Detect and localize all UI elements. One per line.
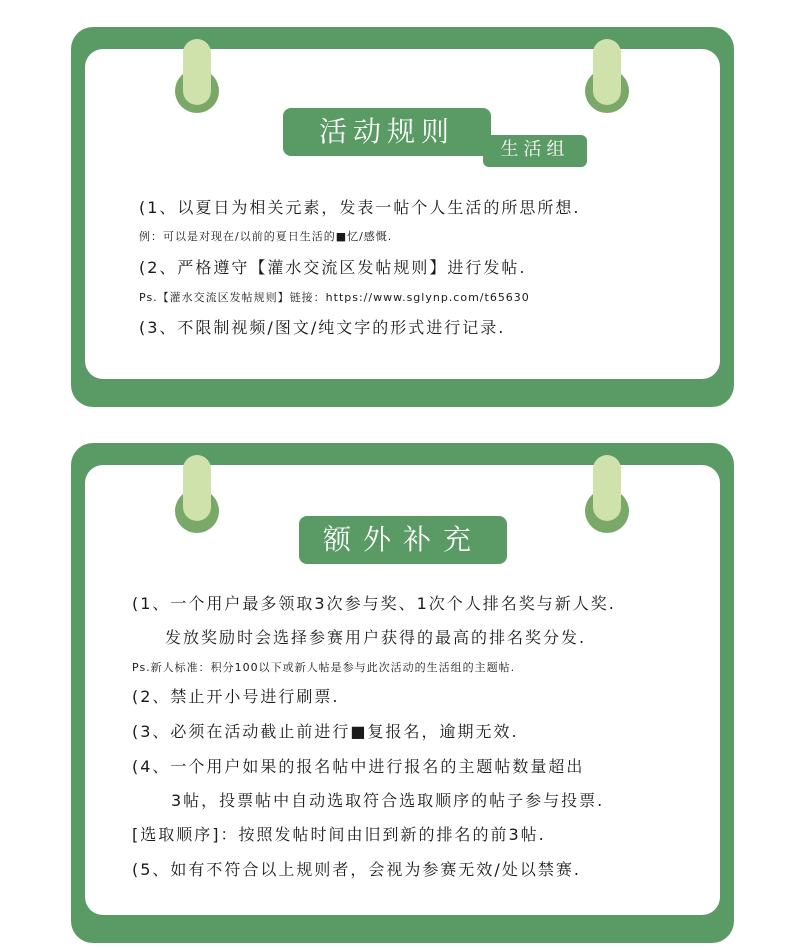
rules-line-1: (1、以夏日为相关元素，发表一帖个人生活的所思所想.	[139, 198, 581, 217]
supplement-order-note: [选取顺序]：按照发帖时间由旧到新的排名的前3帖.	[132, 825, 546, 844]
binder-peg-icon	[593, 39, 621, 105]
supplement-title: 额外补充	[299, 516, 507, 564]
supplement-line-4: (4、一个用户如果的报名帖中进行报名的主题帖数量超出	[132, 757, 585, 776]
supplement-line-1b: 发放奖励时会选择参赛用户获得的最高的排名奖分发.	[165, 628, 587, 647]
rules-card-body	[85, 49, 720, 379]
binder-peg-icon	[183, 455, 211, 521]
supplement-newbie-note: Ps.新人标准：积分100以下或新人帖是参与此次活动的生活组的主题帖.	[132, 661, 516, 674]
binder-peg-icon	[183, 39, 211, 105]
supplement-line-1: (1、一个用户最多领取3次参与奖、1次个人排名奖与新人奖.	[132, 594, 616, 613]
rules-link-line[interactable]: Ps.【灌水交流区发帖规则】链接：https://www.sglynp.com/t65630	[139, 291, 530, 304]
supplement-card	[71, 443, 734, 943]
supplement-line-4b: 3帖，投票帖中自动选取符合选取顺序的帖子参与投票.	[171, 791, 605, 810]
rules-card	[71, 27, 734, 407]
rules-subtitle-badge: 生活组	[483, 135, 587, 167]
supplement-line-3: (3、必须在活动截止前进行■复报名，逾期无效.	[132, 722, 519, 741]
supplement-card-body	[85, 465, 720, 915]
rules-line-2: (2、严格遵守【灌水交流区发帖规则】进行发帖.	[139, 258, 527, 277]
binder-peg-icon	[593, 455, 621, 521]
rules-line-example: 例：可以是对现在/以前的夏日生活的■忆/感慨.	[139, 230, 393, 243]
supplement-line-2: (2、禁止开小号进行刷票.	[132, 687, 340, 706]
supplement-line-5: (5、如有不符合以上规则者，会视为参赛无效/处以禁赛.	[132, 860, 581, 879]
rules-line-3: (3、不限制视频/图文/纯文字的形式进行记录.	[139, 318, 506, 337]
rules-title: 活动规则	[283, 108, 491, 156]
